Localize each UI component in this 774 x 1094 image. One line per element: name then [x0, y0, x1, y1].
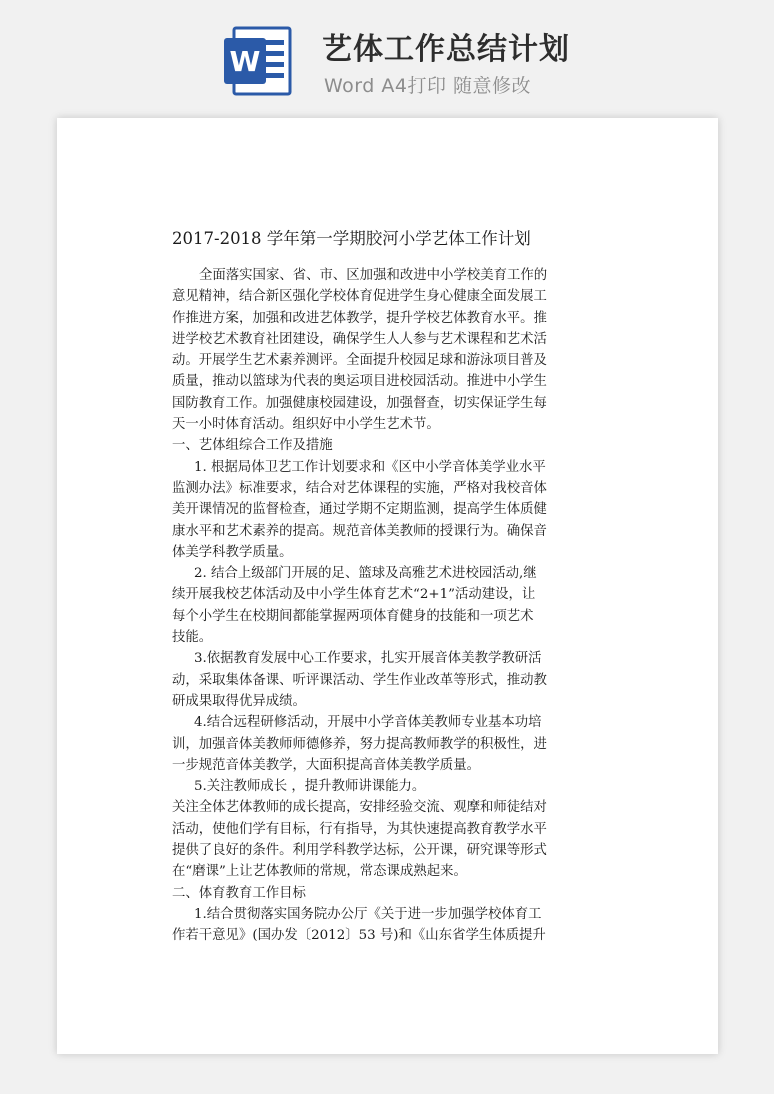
paragraph-line: 续开展我校艺体活动及中小学生体育艺术“2+1”活动建设，让: [172, 587, 536, 603]
paragraph-line: 4.结合远程研修活动，开展中小学音体美教师专业基本功培: [194, 715, 542, 731]
paragraph-line: 康水平和艺术素养的提高。规范音体美教师的授课行为。确保音: [172, 523, 547, 539]
paragraph-line: 训，加强音体美教师师德修养，努力提高教师教学的积极性，进: [172, 736, 547, 752]
paragraph-line: 体美学科教学质量。: [172, 544, 293, 560]
document-body: [172, 265, 604, 947]
paragraph-line: 关注全体艺体教师的成长提高，安排经验交流、观摩和师徒结对: [172, 800, 547, 816]
paragraph-line: 2. 结合上级部门开展的足、篮球及高雅艺术进校园活动,继: [194, 566, 537, 582]
paragraph-line: 一步规范音体美教学，大面积提高音体美教学质量。: [172, 757, 480, 773]
document-page: [57, 118, 718, 1054]
paragraph-line: 美开课情况的监督检查，通过学期不定期监测，提高学生体质健: [172, 502, 547, 518]
paragraph-line: 监测办法》标准要求，结合对艺体课程的实施，严格对我校音体: [172, 480, 547, 496]
section-heading: 一、艺体组综合工作及措施: [172, 438, 333, 454]
paragraph-line: 研成果取得优异成绩。: [172, 693, 306, 709]
banner-subtitle: Word A4打印 随意修改: [324, 75, 532, 97]
paragraph-line: 1.结合贯彻落实国务院办公厅《关于进一步加强学校体育工: [194, 906, 542, 922]
paragraph-line: 5.关注教师成长 ，提升教师讲课能力。: [194, 779, 426, 795]
document-title: 2017-2018 学年第一学期胶河小学艺体工作计划: [172, 229, 531, 248]
paragraph-line: 作推进方案，加强和改进艺体教学，提升学校艺体教育水平。推: [172, 310, 547, 326]
svg-text:W: W: [229, 45, 261, 78]
paragraph-line: 作若干意见》(国办发〔2012〕53 号)和《山东省学生体质提升: [172, 928, 546, 944]
section-heading: 二、体育教育工作目标: [172, 885, 306, 901]
paragraph-line: 意见精神，结合新区强化学校体育促进学生身心健康全面发展工: [172, 289, 547, 305]
paragraph-line: 质量，推动以篮球为代表的奥运项目进校园活动。推进中小学生: [172, 374, 547, 390]
paragraph-line: 技能。: [172, 630, 213, 646]
paragraph-line: 在“磨课”上让艺体教师的常规，常态课成熟起来。: [172, 864, 467, 880]
paragraph-line: 动。开展学生艺术素养测评。全面提升校园足球和游泳项目普及: [172, 353, 547, 369]
paragraph-line: 国防教育工作。加强健康校园建设，加强督查，切实保证学生每: [172, 395, 547, 411]
paragraph-line: 活动，使他们学有目标，行有指导，为其快速提高教育教学水平: [172, 821, 547, 837]
paragraph-line: 天一小时体育活动。组织好中小学生艺术节。: [172, 417, 440, 433]
banner: [0, 0, 774, 110]
word-icon: [220, 24, 294, 98]
paragraph-line: 进学校艺术教育社团建设，确保学生人人参与艺术课程和艺术活: [172, 331, 547, 347]
banner-title: 艺体工作总结计划: [322, 32, 570, 67]
paragraph-line: 全面落实国家、省、市、区加强和改进中小学校美育工作的: [199, 268, 548, 283]
paragraph-line: 提供了良好的条件。利用学科教学达标，公开课，研究课等形式: [172, 843, 547, 859]
paragraph-line: 动，采取集体备课、听评课活动、学生作业改革等形式，推动教: [172, 672, 547, 688]
paragraph-line: 每个小学生在校期间都能掌握两项体育健身的技能和一项艺术: [172, 608, 534, 624]
paragraph-line: 1. 根据局体卫艺工作计划要求和《区中小学音体美学业水平: [194, 459, 546, 475]
paragraph-line: 3.依据教育发展中心工作要求，扎实开展音体美教学教研活: [194, 651, 542, 667]
